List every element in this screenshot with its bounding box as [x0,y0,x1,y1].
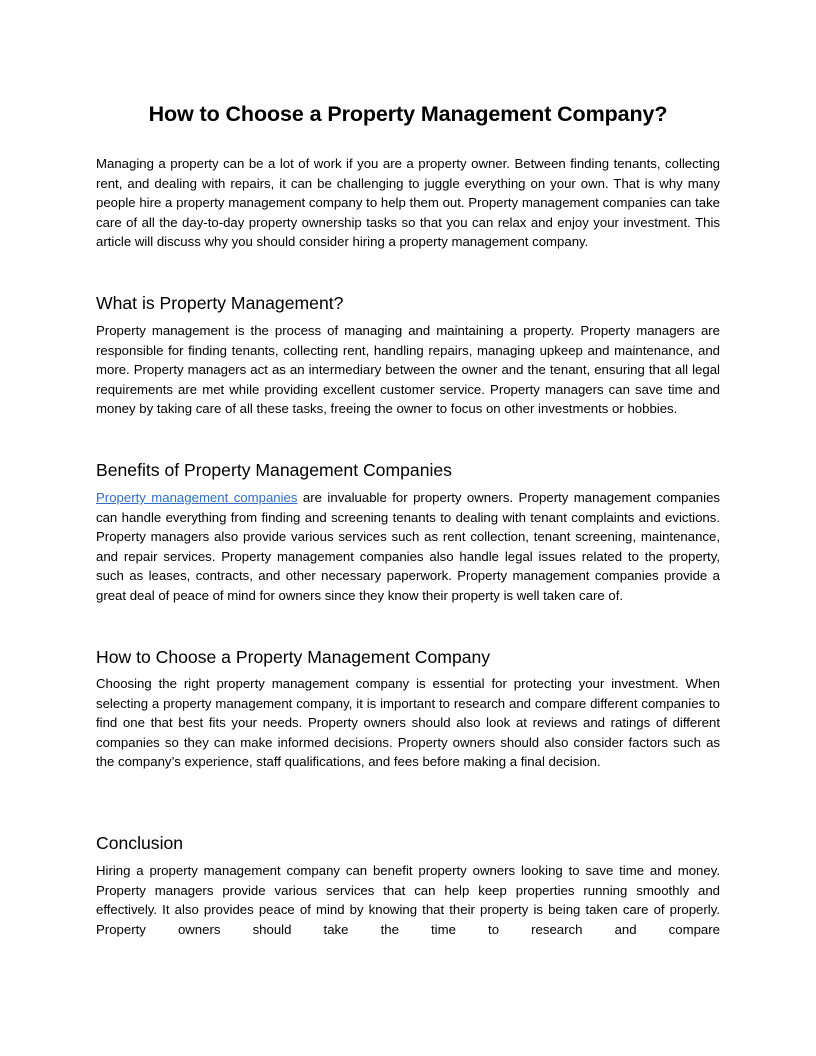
section-body-benefits-text: are invaluable for property owners. Property management companies can handle everything from finding and screening tenants to dealing with tenant complaints and evictions. Property managers also provide various services such as rent collection, tenant screening, maintenance, and repair services. Property management companies also handle legal issues related to the property, such as leases, contracts, and other necessary paperwork. Property management companies provide a great deal of peace of mind for owners since they know their property is well taken care of. [96,490,721,603]
section-body-conclusion: Hiring a property management company can benefit property owners looking to save time and money. Property managers provide various services that can help keep properties running smoothly and effectively. It also provides peace of mind by knowing that their property is being taken care of properly. Property owners should take the time to research and compare [96,863,720,937]
section-heading-benefits: Benefits of Property Management Companies [96,460,452,480]
section-body-how-to-choose: Choosing the right property management company is essential for protecting your investment. When selecting a property management company, it is important to research and compare different companies to find one that best fits your needs. Property owners should also look at reviews and ratings of different companies so they can make informed decisions. Property owners should also consider factors such as the company’s experience, staff qualifications, and fees before making a final decision. [96,676,720,770]
property-management-companies-link[interactable]: Property management companies [96,490,298,505]
section-heading-what-is-property-management: What is Property Management? [96,293,344,313]
section-body-benefits [96,488,720,606]
page-title: How to Choose a Property Management Company? [148,102,668,126]
section-heading-conclusion: Conclusion [96,833,184,853]
section-heading-how-to-choose: How to Choose a Property Management Company [96,647,491,667]
intro-paragraph: Managing a property can be a lot of work if you are a property owner. Between finding tenants, collecting rent, and dealing with repairs, it can be challenging to juggle everything on your own. That is why many people hire a property management company to help them out. Property management companies can take care of all the day-to-day property ownership tasks so that you can relax and enjoy your investment. This article will discuss why you should consider hiring a property management company. [96,156,720,250]
section-body-what-is-property-management: Property management is the process of managing and maintaining a property. Property managers are responsible for finding tenants, collecting rent, handling repairs, managing upkeep and maintenance, and more. Property managers act as an intermediary between the owner and the tenant, ensuring that all legal requirements are met while providing excellent customer service. Property managers can save time and money by taking care of all these tasks, freeing the owner to focus on other investments or hobbies. [96,323,720,417]
